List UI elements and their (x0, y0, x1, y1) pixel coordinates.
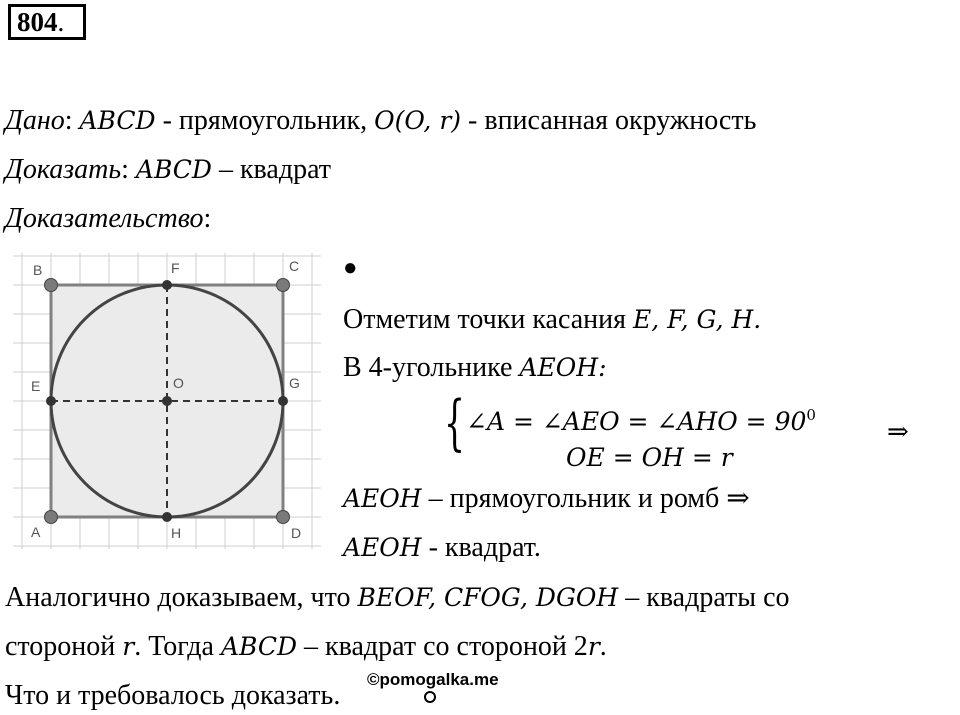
line-conclusion (5, 630, 607, 664)
line2-math: AEOH (519, 353, 599, 382)
prove-line (5, 153, 331, 187)
given-abcd: ABCD (79, 106, 156, 135)
line2-colon: : (598, 353, 607, 382)
system-line2 (566, 443, 733, 474)
qed-circle-icon (424, 691, 436, 703)
line4-math: AEOH (343, 533, 422, 562)
line-square (343, 531, 541, 565)
line6-text1: стороной (5, 631, 123, 662)
line6-math3: r (587, 632, 600, 661)
label-c: C (289, 258, 300, 274)
prove-colon: : (121, 154, 129, 185)
point-o (162, 396, 172, 406)
point-a (45, 511, 58, 524)
prove-text: – квадрат (211, 154, 332, 185)
point-c (277, 279, 290, 292)
label-o: O (173, 375, 184, 391)
system-implies: ⇒ (887, 417, 909, 447)
line6-text4: . (599, 631, 607, 662)
problem-number: 804 (17, 7, 58, 37)
line6-math1: r (122, 632, 135, 661)
line-quadrilateral (343, 351, 607, 385)
problem-number-box (8, 4, 86, 40)
system-brace: { (444, 388, 466, 458)
point-f (162, 280, 172, 290)
line5-text2: – квадраты со (618, 582, 790, 613)
given-circle: O(O, r) (374, 106, 462, 135)
bullet: ● (343, 255, 358, 281)
proof-label: Доказательство (5, 203, 204, 234)
label-d: D (291, 525, 302, 541)
proof-heading (5, 202, 211, 236)
system-line1-sup: 0 (806, 406, 816, 424)
line5-math: BEOF, CFOG, DGOH (357, 583, 619, 612)
given-colon: : (64, 105, 73, 136)
given-line (5, 104, 756, 138)
prove-abcd: ABCD (135, 155, 212, 184)
label-e: E (31, 378, 41, 394)
line-analogous (5, 581, 790, 615)
system-line2-text: OE = OH = r (566, 443, 733, 472)
line6-text2: . Тогда (134, 631, 221, 662)
line6-text3: – квадрат со стороной 2 (297, 631, 588, 662)
line1-text: Отметим точки касания (343, 304, 634, 335)
line-qed (5, 679, 340, 713)
proof-colon: : (203, 203, 212, 234)
given-text1: - прямоугольник, (155, 105, 375, 136)
system-line1 (466, 400, 816, 438)
problem-number-dot: . (57, 7, 65, 37)
point-g (278, 396, 288, 406)
line2-text: В 4-угольнике (343, 352, 520, 383)
line7-text: Что и требовалось доказать. (5, 680, 341, 711)
line3-text: – прямоугольник и ромб ⇒ (421, 483, 750, 514)
label-f: F (171, 260, 180, 276)
line1-math: E, F, G, H. (633, 305, 762, 334)
point-h (162, 512, 172, 522)
line3-math: AEOH (343, 484, 422, 513)
given-label: Дано (5, 105, 65, 136)
line4-text: - квадрат. (421, 532, 541, 563)
system-line1-text: ∠A = ∠AEO = ∠AHO = 90 (466, 407, 807, 436)
line5-text1: Аналогично доказываем, что (5, 582, 358, 613)
line6-math2: ABCD (220, 632, 298, 661)
label-h: H (171, 525, 182, 541)
point-d (277, 511, 290, 524)
prove-label: Доказать (5, 154, 122, 185)
square-with-inscribed-circle-figure (5, 245, 325, 555)
point-e (46, 396, 56, 406)
watermark: ©pomogalka.me (367, 670, 499, 689)
line-tangent-points (343, 303, 761, 337)
line-rect-rhombus (343, 482, 750, 516)
point-b (45, 279, 58, 292)
label-a: A (31, 524, 41, 540)
label-b: B (33, 262, 43, 278)
label-g: G (289, 375, 300, 391)
given-text2: - вписанная окружность (461, 105, 757, 136)
